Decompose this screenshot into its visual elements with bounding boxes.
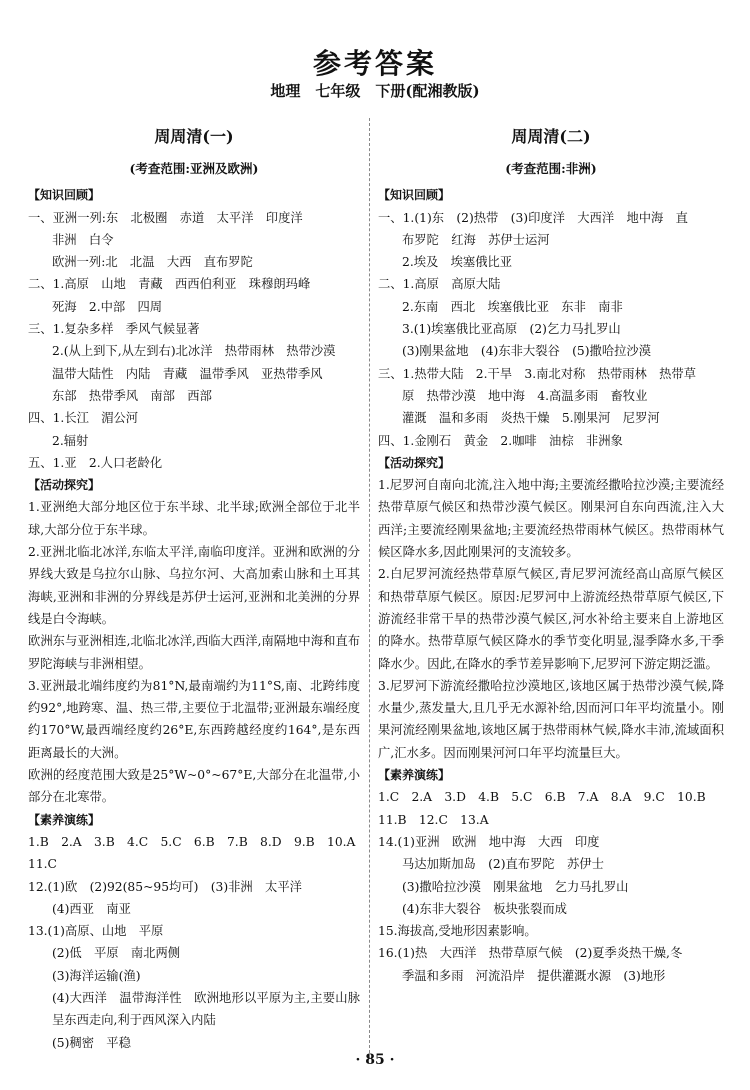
right-scope: (考查范围:非洲) [505,161,597,176]
left-activity-2b: 欧洲东与亚洲相连,北临北冰洋,西临大西洋,南隔地中海和直布罗陀海峡与非洲相望。 [28,634,360,671]
left-activity-3b: 欧洲的经度范围大致是25°W~0°~67°E,大部分在北温带,小部分在北寒带。 [28,768,360,805]
right-k-line: 三、1.热带大陆 2.干旱 3.南北对称 热带雨林 热带草 [378,366,697,381]
left-activity-3: 3.亚洲最北端纬度约为81°N,最南端约为11°S,南、北跨纬度约92°,地跨寒、温、热三带,主要位于北温带;亚洲最东端经度约170°W,最西端经度约26°E,东西跨越经度约164°,是东西距离最长的大洲。 [28,678,360,760]
left-s-line: 13.(1)高原、山地 平原 [28,924,164,939]
left-section-practice: 【素养演练】 [28,812,101,827]
right-s-line: 15.海拔高,受地形因素影响。 [378,924,537,939]
right-k-line: 原 热带沙漠 地中海 4.高温多雨 畜牧业 [402,388,648,403]
left-s-line: (3)海洋运输(渔) [52,968,141,983]
left-s-line: 12.(1)欧 (2)92(85~95均可) (3)非洲 太平洋 [28,879,302,894]
right-k-line: 四、1.金刚石 黄金 2.咖啡 油棕 非洲象 [378,433,623,448]
left-s-line: 1.B 2.A 3.B 4.C 5.C 6.B 7.B 8.D 9.B 10.A [28,834,356,849]
left-k-line: 死海 2.中部 四周 [52,299,163,314]
left-activity-1: 1.亚洲绝大部分地区位于东半球、北半球;欧洲全部位于北半球,大部分位于东半球。 [28,500,360,537]
left-s-line: (2)低 平原 南北两侧 [52,946,181,961]
right-k-line: 二、1.高原 高原大陆 [378,277,501,292]
left-column-title: 周周清(一) [154,127,234,146]
right-activity-1: 1.尼罗河自南向北流,注入地中海;主要流经撒哈拉沙漠;主要流经热带草原气候区和热带沙漠气候区。刚果河自东向西流,注入大西洋;主要流经刚果盆地;主要流经热带雨林气候区。热带雨林气候区降水多,因此刚果河的支流较多。 [378,478,724,560]
right-activity-3: 3.尼罗河下游流经撒哈拉沙漠地区,该地区属于热带沙漠气候,降水量少,蒸发量大,且几乎无水源补给,因而河口年平均流量小。刚果河流经刚果盆地,该地区属于热带雨林气候,降水丰沛,流域面积广,汇水多。因而刚果河河口年平均流量巨大。 [378,678,724,760]
right-s-line: (3)撒哈拉沙漠 刚果盆地 乞力马扎罗山 [402,879,629,894]
left-k-line: 2.(从上到下,从左到右)北冰洋 热带雨林 热带沙漠 [52,344,336,359]
right-s-line: 16.(1)热 大西洋 热带草原气候 (2)夏季炎热干燥,冬 [378,946,683,961]
left-k-line: 非洲 白令 [52,232,114,247]
page-number: · 85 · [355,1052,395,1068]
left-k-line: 温带大陆性 内陆 青藏 温带季风 亚热带季风 [52,366,323,381]
right-k-line: 一、1.(1)东 (2)热带 (3)印度洋 大西洋 地中海 直 [378,210,688,225]
left-s-line: (4)西亚 南亚 [52,901,131,916]
right-s-line: 14.(1)亚洲 欧洲 地中海 大西 印度 [378,834,600,849]
right-k-line: (3)刚果盆地 (4)东非大裂谷 (5)撒哈拉沙漠 [402,344,652,359]
left-section-knowledge: 【知识回顾】 [28,188,101,203]
right-section-activity: 【活动探究】 [378,455,451,470]
right-k-line: 3.(1)埃塞俄比亚高原 (2)乞力马扎罗山 [402,322,621,337]
right-s-line: 1.C 2.A 3.D 4.B 5.C 6.B 7.A 8.A 9.C 10.B [378,790,706,805]
column-divider [369,118,370,1058]
left-column [28,122,360,1054]
right-s-line: 11.B 12.C 13.A [378,812,489,827]
left-k-line: 三、1.复杂多样 季风气候显著 [28,322,200,337]
left-k-line: 欧洲一列:北 北温 大西 直布罗陀 [52,255,253,270]
right-s-line: 马达加斯加岛 (2)直布罗陀 苏伊士 [402,857,604,872]
left-scope: (考查范围:亚洲及欧洲) [129,161,259,176]
page-subtitle: 地理 七年级 下册(配湘教版) [270,82,480,100]
left-section-activity: 【活动探究】 [28,478,101,493]
right-section-knowledge: 【知识回顾】 [378,188,451,203]
left-k-line: 五、1.亚 2.人口老龄化 [28,455,163,470]
right-column [378,122,724,987]
right-k-line: 灌溉 温和多雨 炎热干燥 5.刚果河 尼罗河 [402,411,660,426]
right-column-title: 周周清(二) [511,127,591,146]
left-k-line: 2.辐射 [52,433,89,448]
left-k-line: 二、1.高原 山地 青藏 西西伯利亚 珠穆朗玛峰 [28,277,311,292]
right-s-line: 季温和多雨 河流沿岸 提供灌溉水源 (3)地形 [402,968,666,983]
right-s-line: (4)东非大裂谷 板块张裂而成 [402,901,567,916]
right-k-line: 布罗陀 红海 苏伊士运河 [402,232,550,247]
right-section-practice: 【素养演练】 [378,768,451,783]
left-k-line: 一、亚洲一列:东 北极圈 赤道 太平洋 印度洋 [28,210,303,225]
left-s-line: (4)大西洋 温带海洋性 欧洲地形以平原为主,主要山脉呈东西走向,利于西风深入内陆 [52,990,360,1028]
right-k-line: 2.埃及 埃塞俄比亚 [402,255,513,270]
page-title: 参考答案 [312,47,437,80]
left-s-line: (5)稠密 平稳 [52,1035,131,1050]
left-s-line: 11.C [28,857,57,872]
left-k-line: 四、1.长江 湄公河 [28,411,139,426]
left-activity-2: 2.亚洲北临北冰洋,东临太平洋,南临印度洋。亚洲和欧洲的分界线大致是乌拉尔山脉、乌拉尔河、大高加索山脉和土耳其海峡,亚洲和非洲的分界线是苏伊士运河,亚洲和北美洲的分界线是白令海峡。 [28,545,360,626]
right-activity-2: 2.白尼罗河流经热带草原气候区,青尼罗河流经高山高原气候区和热带草原气候区。原因:尼罗河中上游流经热带草原气候区,下游流经非常干旱的热带沙漠气候区,河水补给主要来自上游地区的降水。热带草原气候区降水的季节变化明显,湿季降水多,干季降水少。因此,在降水的季节差异影响下,尼罗河下游定期泛滥。 [378,567,724,671]
left-k-line: 东部 热带季风 南部 西部 [52,388,212,403]
right-k-line: 2.东南 西北 埃塞俄比亚 东非 南非 [402,299,623,314]
